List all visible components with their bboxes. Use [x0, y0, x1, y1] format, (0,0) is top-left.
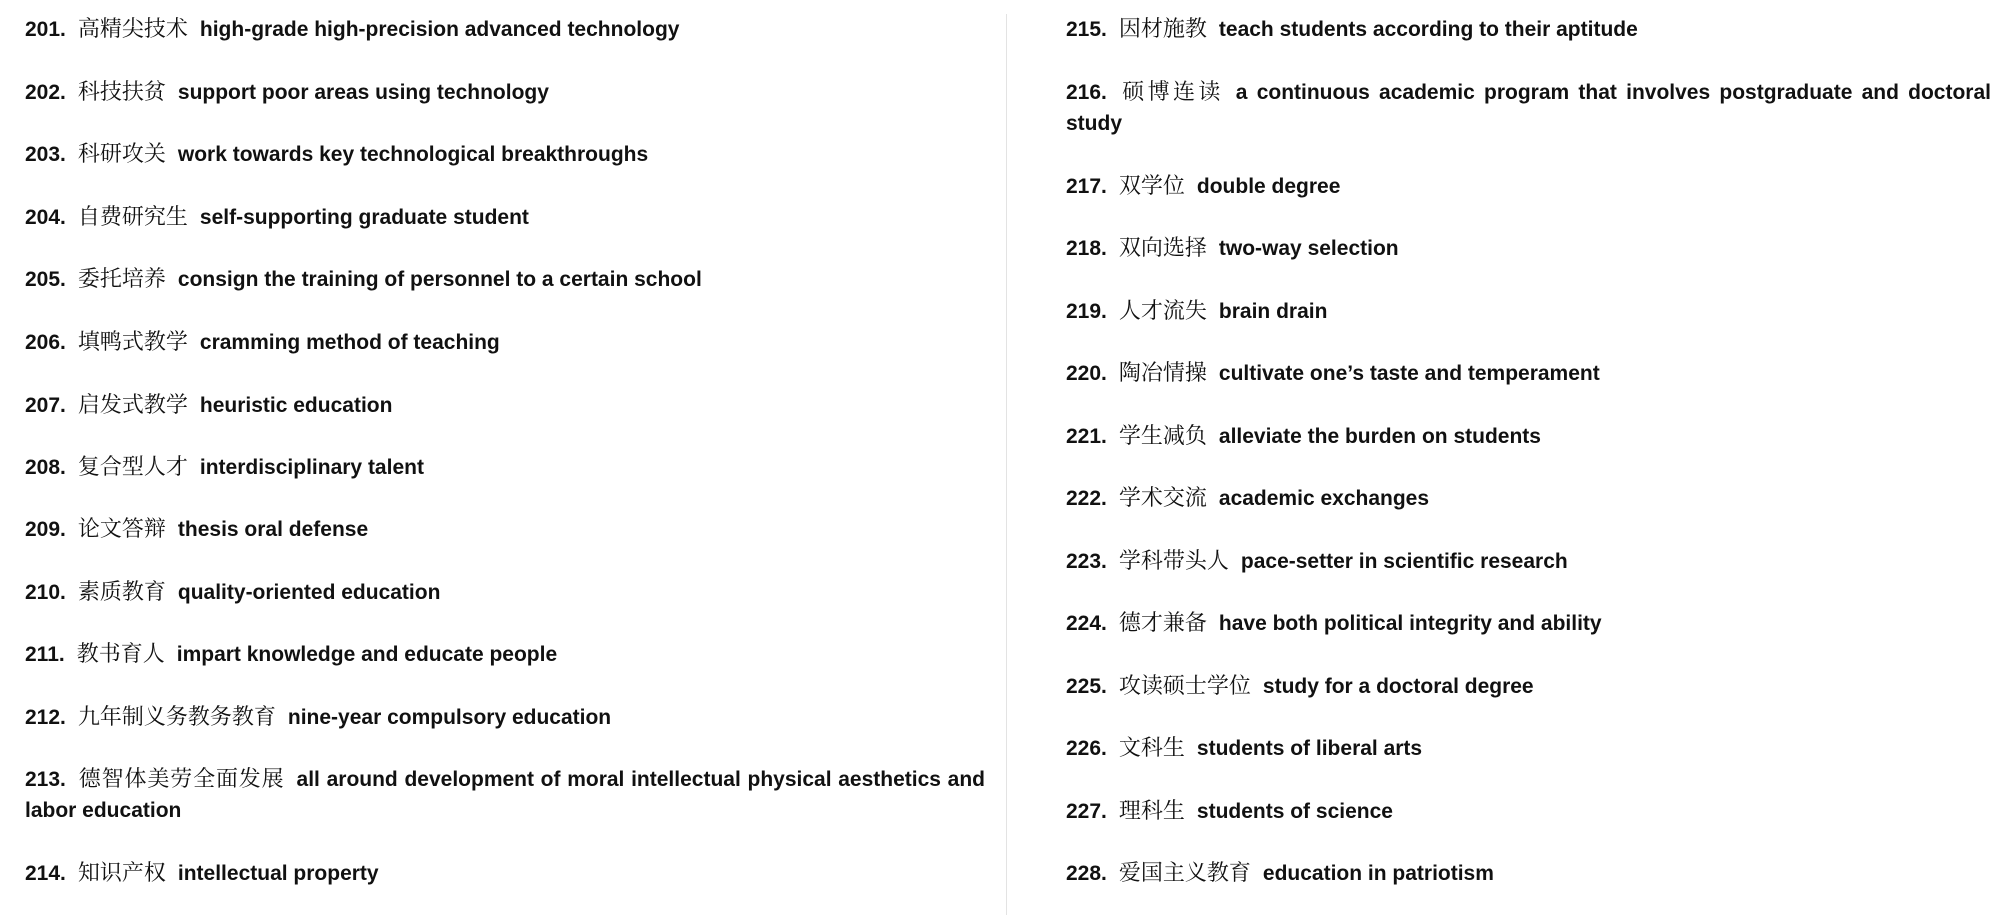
entry-english-translation: pace-setter in scientific research	[1240, 550, 1568, 573]
entry-chinese-term: 人才流失	[1118, 299, 1207, 324]
glossary-entry	[1066, 671, 1991, 702]
entry-chinese-term: 知识产权	[77, 861, 166, 886]
glossary-entry	[1066, 233, 1991, 264]
glossary-entry	[25, 14, 985, 45]
entry-number: 219.	[1066, 300, 1107, 323]
glossary-entry	[1066, 358, 1991, 389]
entry-number: 202.	[25, 81, 66, 104]
entry-number: 207.	[25, 394, 66, 417]
entry-english-translation: brain drain	[1218, 300, 1328, 323]
entry-english-translation: teach students according to their aptitude	[1218, 18, 1638, 41]
entry-english-translation: heuristic education	[199, 394, 393, 417]
column-divider	[1006, 14, 1007, 915]
entry-english-translation: two-way selection	[1218, 237, 1399, 260]
entry-chinese-term: 双向选择	[1118, 236, 1207, 261]
entry-chinese-term: 爱国主义教育	[1118, 861, 1251, 886]
entry-english-translation: impart knowledge and educate people	[176, 643, 558, 666]
glossary-entry	[1066, 296, 1991, 327]
entry-chinese-term: 科研攻关	[77, 142, 166, 167]
entry-english-translation: a continuous academic program that involves postgraduate and doctoral study	[1066, 81, 1991, 135]
entry-number: 213.	[25, 768, 66, 791]
entry-number: 210.	[25, 581, 66, 604]
glossary-entry	[25, 77, 985, 108]
entry-chinese-term: 九年制义务教务教育	[77, 705, 276, 730]
entry-english-translation: double degree	[1196, 175, 1341, 198]
glossary-entry	[1066, 796, 1991, 827]
entry-english-translation: intellectual property	[177, 862, 379, 885]
entry-chinese-term: 德才兼备	[1118, 611, 1207, 636]
glossary-entry	[1066, 858, 1991, 889]
entry-number: 228.	[1066, 862, 1107, 885]
glossary-entry	[25, 764, 985, 826]
entry-english-translation: quality-oriented education	[177, 581, 441, 604]
glossary-entry	[1066, 608, 1991, 639]
glossary-entry	[25, 702, 985, 733]
entry-english-translation: students of science	[1196, 800, 1393, 823]
left-glossary-column	[25, 0, 985, 915]
entry-number: 218.	[1066, 237, 1107, 260]
entry-number: 216.	[1066, 81, 1107, 104]
glossary-entry	[1066, 171, 1991, 202]
glossary-entry	[25, 327, 985, 358]
entry-english-translation: high-grade high-precision advanced technology	[199, 18, 680, 41]
glossary-entry	[1066, 77, 1991, 139]
entry-english-translation: education in patriotism	[1262, 862, 1494, 885]
entry-chinese-term: 素质教育	[77, 580, 166, 605]
entry-english-translation: work towards key technological breakthroughs	[177, 143, 649, 166]
entry-number: 215.	[1066, 18, 1107, 41]
entry-number: 223.	[1066, 550, 1107, 573]
entry-english-translation: consign the training of personnel to a certain school	[177, 268, 702, 291]
entry-number: 212.	[25, 706, 66, 729]
right-glossary-column	[1066, 0, 1991, 915]
entry-number: 222.	[1066, 487, 1107, 510]
entry-chinese-term: 学科带头人	[1118, 549, 1229, 574]
entry-number: 209.	[25, 518, 66, 541]
entry-english-translation: self-supporting graduate student	[199, 206, 529, 229]
entry-english-translation: study for a doctoral degree	[1262, 675, 1534, 698]
entry-number: 226.	[1066, 737, 1107, 760]
entry-chinese-term: 理科生	[1118, 799, 1185, 824]
entry-chinese-term: 启发式教学	[77, 393, 188, 418]
glossary-entry	[25, 139, 985, 170]
entry-chinese-term: 高精尖技术	[77, 17, 188, 42]
entry-english-translation: have both political integrity and ability	[1218, 612, 1602, 635]
entry-chinese-term: 论文答辩	[77, 517, 166, 542]
entry-chinese-term: 自费研究生	[77, 205, 188, 230]
entry-english-translation: alleviate the burden on students	[1218, 425, 1541, 448]
glossary-entry	[1066, 421, 1991, 452]
entry-chinese-term: 德智体美劳全面发展	[77, 767, 285, 792]
glossary-entry	[25, 858, 985, 889]
entry-number: 206.	[25, 331, 66, 354]
entry-number: 208.	[25, 456, 66, 479]
entry-english-translation: thesis oral defense	[177, 518, 369, 541]
entry-number: 221.	[1066, 425, 1107, 448]
entry-number: 217.	[1066, 175, 1107, 198]
entry-chinese-term: 填鸭式教学	[77, 330, 188, 355]
entry-english-translation: academic exchanges	[1218, 487, 1430, 510]
glossary-entry	[1066, 733, 1991, 764]
entry-number: 211.	[25, 643, 65, 666]
entry-number: 224.	[1066, 612, 1107, 635]
glossary-entry	[25, 452, 985, 483]
entry-english-translation: students of liberal arts	[1196, 737, 1423, 760]
glossary-entry	[25, 514, 985, 545]
glossary-entry	[25, 264, 985, 295]
entry-chinese-term: 委托培养	[77, 267, 166, 292]
entry-chinese-term: 复合型人才	[77, 455, 188, 480]
glossary-entry	[1066, 546, 1991, 577]
glossary-entry	[25, 202, 985, 233]
entry-chinese-term: 陶冶情操	[1118, 361, 1207, 386]
entry-chinese-term: 文科生	[1118, 736, 1185, 761]
entry-chinese-term: 学术交流	[1118, 486, 1207, 511]
glossary-entry	[25, 639, 985, 670]
entry-chinese-term: 双学位	[1118, 174, 1185, 199]
entry-english-translation: support poor areas using technology	[177, 81, 549, 104]
entry-chinese-term: 硕博连读	[1118, 80, 1224, 105]
glossary-entry	[1066, 483, 1991, 514]
entry-chinese-term: 攻读硕士学位	[1118, 674, 1251, 699]
entry-number: 214.	[25, 862, 66, 885]
entry-number: 201.	[25, 18, 66, 41]
entry-chinese-term: 科技扶贫	[77, 80, 166, 105]
entry-chinese-term: 因材施教	[1118, 17, 1207, 42]
entry-number: 205.	[25, 268, 66, 291]
entry-english-translation: cultivate one’s taste and temperament	[1218, 362, 1600, 385]
entry-chinese-term: 学生减负	[1118, 424, 1207, 449]
entry-english-translation: cramming method of teaching	[199, 331, 500, 354]
entry-number: 225.	[1066, 675, 1107, 698]
entry-number: 227.	[1066, 800, 1107, 823]
entry-number: 203.	[25, 143, 66, 166]
glossary-entry	[1066, 14, 1991, 45]
glossary-entry	[25, 577, 985, 608]
entry-number: 204.	[25, 206, 66, 229]
entry-number: 220.	[1066, 362, 1107, 385]
entry-english-translation: nine-year compulsory education	[287, 706, 612, 729]
entry-english-translation: all around development of moral intellectual physical aesthetics and labor education	[25, 768, 985, 822]
entry-english-translation: interdisciplinary talent	[199, 456, 424, 479]
glossary-entry	[25, 390, 985, 421]
entry-chinese-term: 教书育人	[76, 642, 165, 667]
